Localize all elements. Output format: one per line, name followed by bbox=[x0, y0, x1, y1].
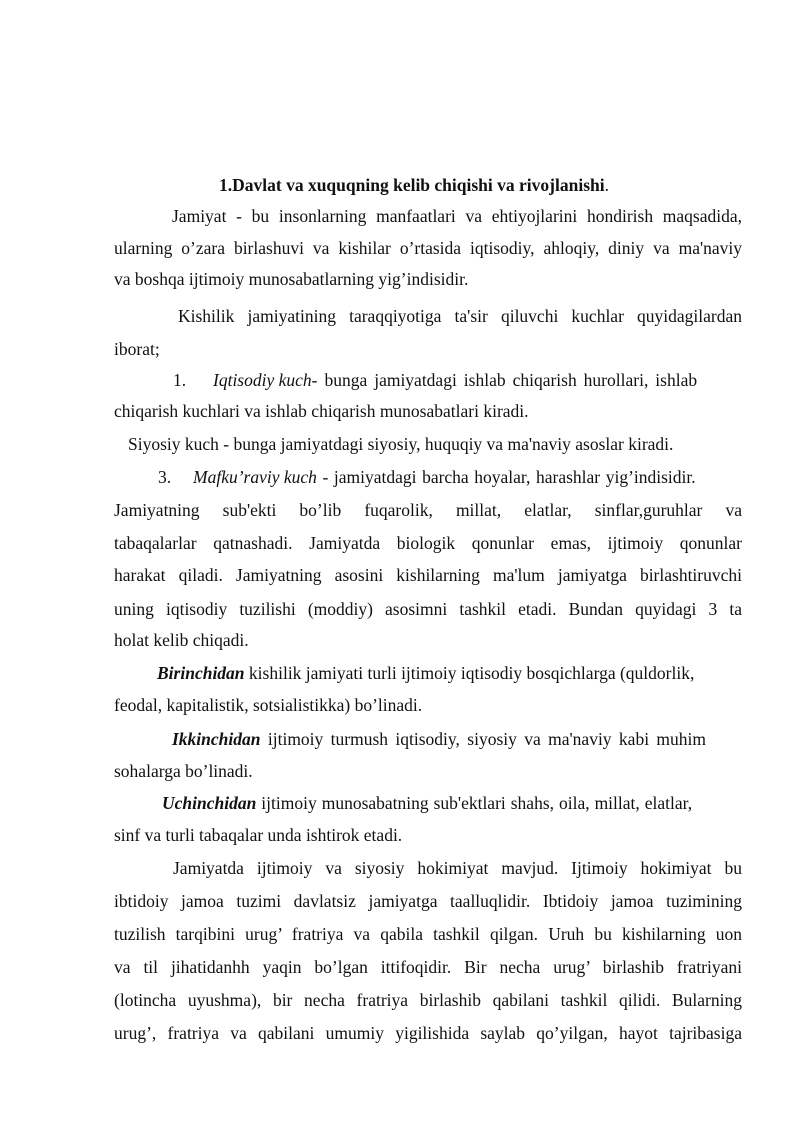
paragraph-3-line-6: urug’, fratriya va qabilani umumiy yigilishida saylab qo’yilgan, hayot tajribasiga bbox=[114, 1023, 742, 1043]
paragraph-1-line-3: va boshqa ijtimoiy munosabatlarning yig’indisidir. bbox=[114, 269, 469, 289]
list-item-3-line-1 bbox=[158, 465, 742, 489]
list-item-3-line-3: tabaqalarlar qatnashadi. Jamiyatda biologik qonunlar emas, ijtimoiy qonunlar bbox=[114, 533, 742, 553]
paragraph-3-line-1: Jamiyatda ijtimoiy va siyosiy hokimiyat mavjud. Ijtimoiy hokimiyat bu bbox=[173, 858, 742, 878]
paragraph-3-line-2: ibtidoiy jamoa tuzimi davlatsiz jamiyatga taalluqlidir. Ibtidoiy jamoa tuzimining bbox=[114, 891, 742, 911]
third-point-line-1 bbox=[162, 791, 742, 815]
paragraph-1-line-1: Jamiyat - bu insonlarning manfaatlari va ehtiyojlarini hondirish maqsadida, bbox=[172, 206, 742, 226]
third-point-term: Uchinchidan bbox=[162, 793, 257, 813]
paragraph-1-line-2: ularning o’zara birlashuvi va kishilar o’rtasida iqtisodiy, ahloqiy, diniy va ma'naviy bbox=[114, 238, 742, 258]
first-point-line-2: feodal, kapitalistik, sotsialistikka) bo’linadi. bbox=[114, 695, 423, 715]
first-point-line-1 bbox=[157, 661, 694, 685]
paragraph-2-line-1: Kishilik jamiyatining taraqqiyotiga ta'sir qiluvchi kuchlar quyidagilardan bbox=[178, 306, 742, 326]
paragraph-3-line-3: tuzilish tarqibini urug’ fratriya va qabila tashkil qilgan. Uruh bu kishilarning uon bbox=[114, 924, 742, 944]
list-item-3-line-6: holat kelib chiqadi. bbox=[114, 630, 249, 650]
second-point-term: Ikkinchidan bbox=[172, 729, 261, 749]
list-item-1-number: 1. bbox=[173, 370, 187, 390]
paragraph-2-line-2: iborat; bbox=[114, 339, 160, 359]
list-item-3-line-4: harakat qiladi. Jamiyatning asosini kishilarning ma'lum jamiyatga birlashtiruvchi bbox=[114, 565, 742, 585]
list-item-3-line-2: Jamiyatning sub'ekti bo’lib fuqarolik, millat, elatlar, sinflar,guruhlar va bbox=[114, 500, 742, 520]
list-item-1-line-1 bbox=[173, 368, 742, 392]
list-item-3-term: Mafku’raviy kuch bbox=[193, 467, 317, 487]
paragraph-3-line-5: (lotincha uyushma), bir necha fratriya birlashib qabilani tashkil qilidi. Bularning bbox=[114, 990, 742, 1010]
second-point-line-1 bbox=[172, 727, 742, 751]
first-point-rest: kishilik jamiyati turli ijtimoiy iqtisodiy bosqichlarga (quldorlik, bbox=[244, 663, 695, 683]
list-item-1-term: Iqtisodiy kuch- bbox=[213, 370, 318, 390]
paragraph-3-line-4: va til jihatidanhh yaqin bo’lgan ittifoqidir. Bir necha urug’ birlashib fratriyani bbox=[114, 957, 742, 977]
title-text: 1.Davlat va xuquqning kelib chiqishi va rivojlanishi bbox=[219, 175, 605, 195]
third-point-rest: ijtimoiy munosabatning sub'ektlari shahs, oila, millat, elatlar, bbox=[256, 793, 693, 813]
title-period: . bbox=[604, 175, 609, 195]
list-item-3-line-5: uning iqtisodiy tuzilishi (moddiy) asosimni tashkil etadi. Bundan quyidagi 3 ta bbox=[114, 599, 742, 619]
third-point-line-2: sinf va turli tabaqalar unda ishtirok etadi. bbox=[114, 825, 403, 845]
second-point-rest: ijtimoiy turmush iqtisodiy, siyosiy va ma'naviy kabi muhim bbox=[260, 729, 707, 749]
list-item-2: Siyosiy kuch - bunga jamiyatdagi siyosiy, huquqiy va ma'naviy asoslar kiradi. bbox=[128, 434, 674, 454]
list-item-3-rest: - jamiyatdagi barcha hoyalar, harashlar yig’indisidir. bbox=[316, 467, 696, 487]
first-point-term: Birinchidan bbox=[157, 663, 245, 683]
list-item-1-line-2: chiqarish kuchlari va ishlab chiqarish munosabatlari kiradi. bbox=[114, 401, 529, 421]
list-item-1-rest: bunga jamiyatdagi ishlab chiqarish hurollari, ishlab bbox=[317, 370, 698, 390]
second-point-line-2: sohalarga bo’linadi. bbox=[114, 761, 253, 781]
list-item-3-number: 3. bbox=[158, 467, 172, 487]
page-title bbox=[219, 173, 609, 197]
